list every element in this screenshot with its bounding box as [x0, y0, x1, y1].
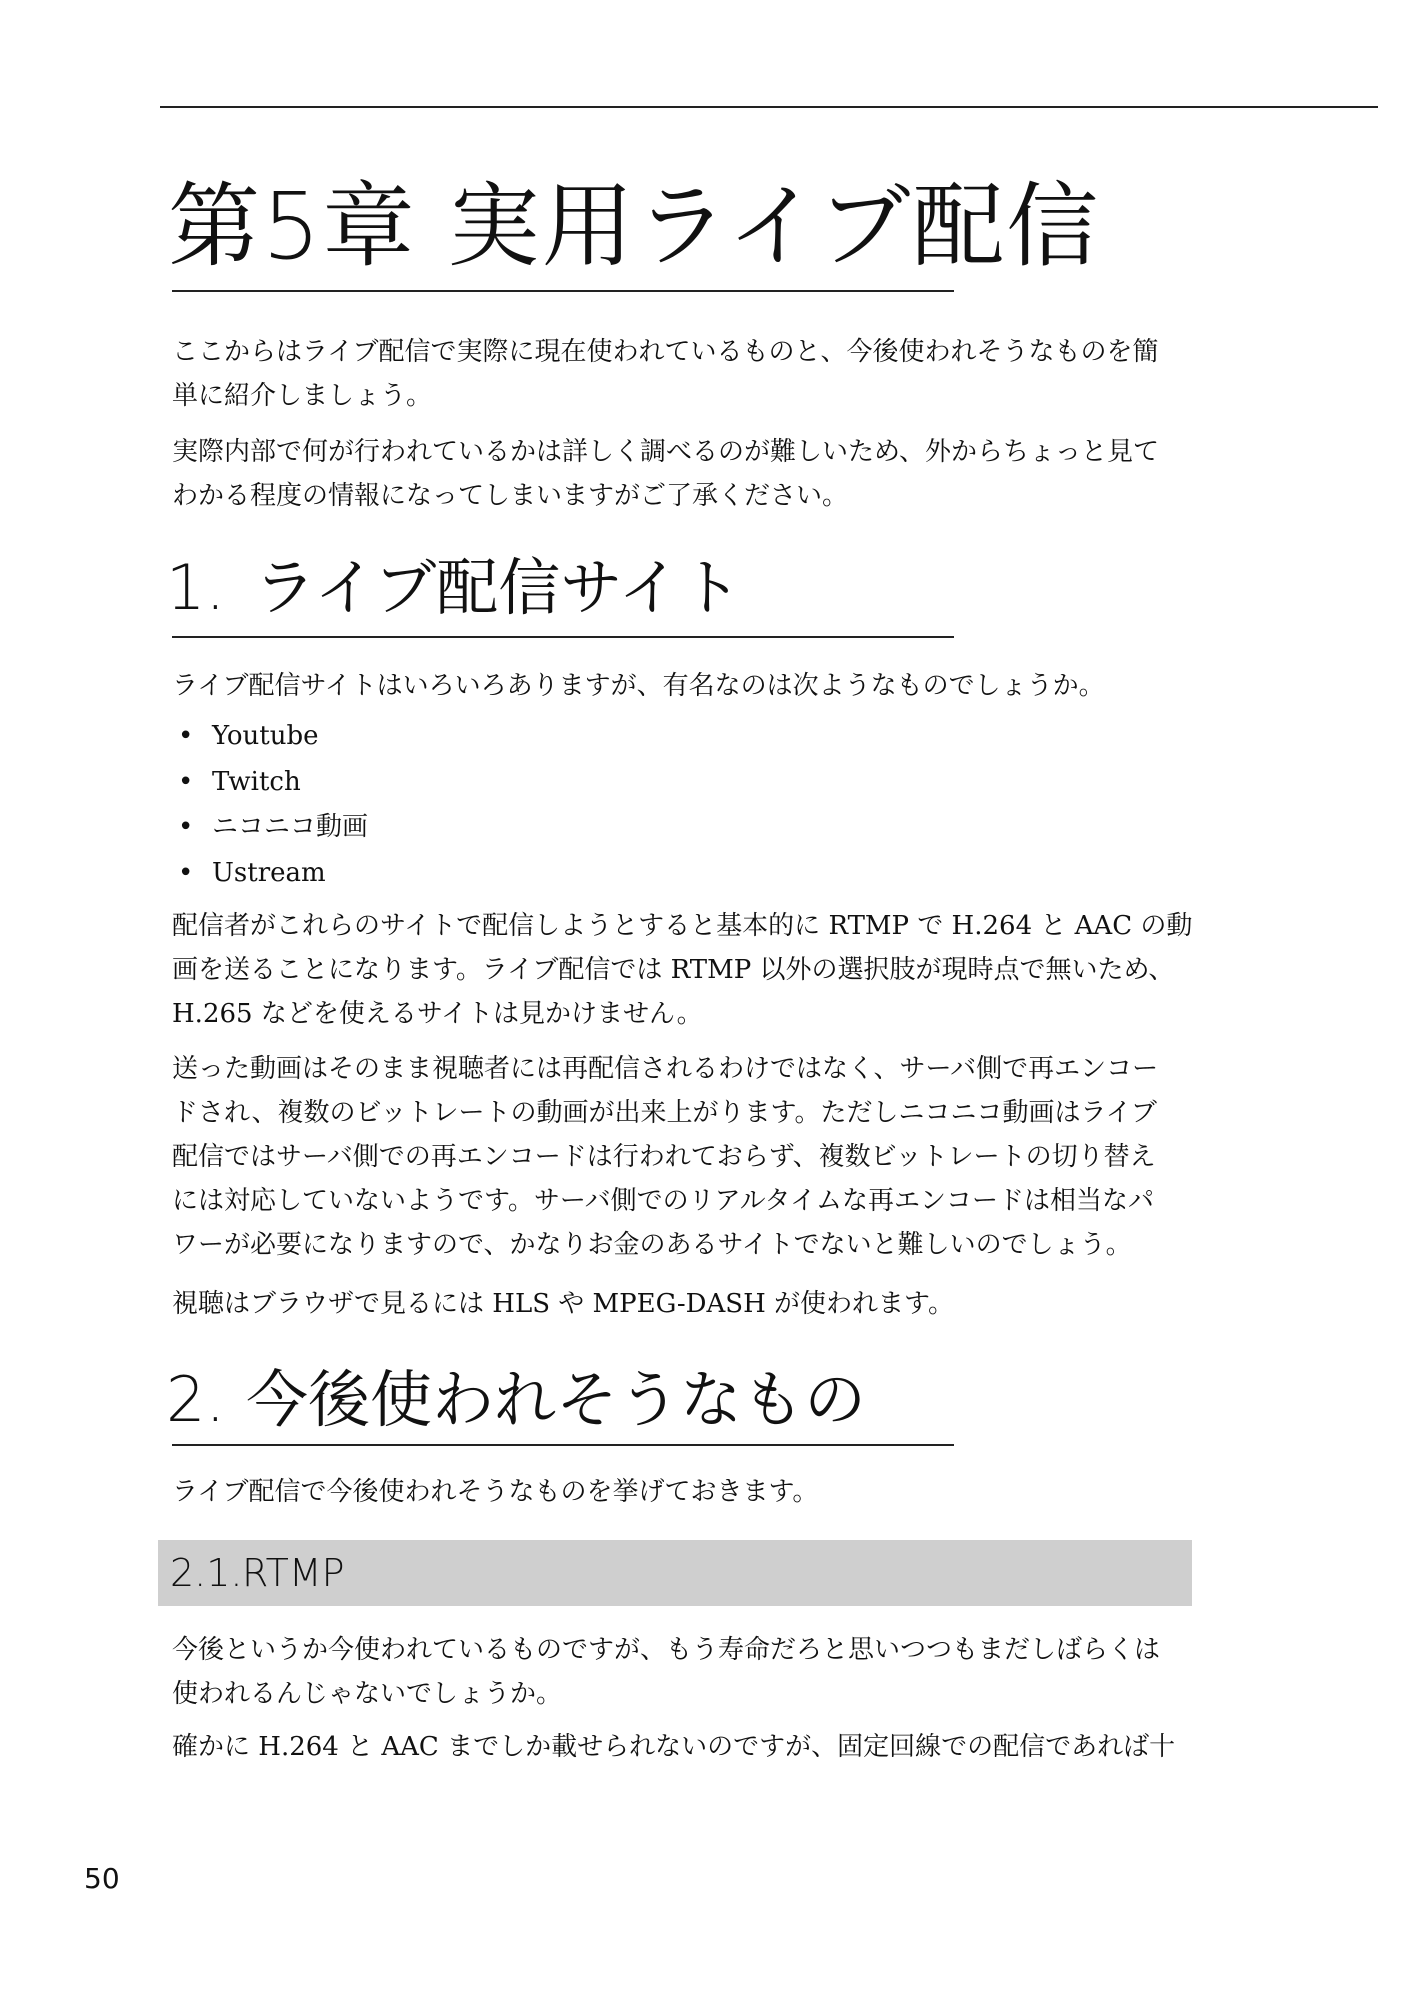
intro-paragraph-1: [172, 330, 1158, 418]
section-1-paragraph-2: [172, 1047, 1158, 1267]
text-line: H.265 などを使えるサイトは見かけません。: [172, 999, 703, 1029]
section-2-lead: [172, 1470, 818, 1514]
list-item-text: ニコニコ動画: [212, 812, 369, 842]
text-line: ライブ配信サイトはいろいろありますが、有名なのは次ようなものでしょうか。: [172, 671, 1105, 701]
text-line: ここからはライブ配信で実際に現在使われているものと、今後使われそうなものを簡: [172, 337, 1159, 367]
subsection-number: 2.1.: [170, 1551, 243, 1595]
text-line: 使われるんじゃないでしょうか。: [172, 1679, 563, 1709]
text-line: 画を送ることになります。ライブ配信では RTMP 以外の選択肢が現時点で無いため、: [172, 955, 1175, 985]
text-line: には対応していないようです。サーバ側でのリアルタイムな再エンコードは相当なパ: [172, 1186, 1155, 1216]
bullet-icon: •: [178, 721, 194, 751]
subsection-heading-box: [158, 1540, 1192, 1606]
list-item: [178, 805, 368, 851]
text-line: ワーが必要になりますので、かなりお金のあるサイトでないと難しいのでしょう。: [172, 1230, 1132, 1260]
intro-paragraph-2: [172, 430, 1159, 518]
section-number: 2.: [166, 1363, 226, 1436]
text-line: 配信ではサーバ側での再エンコードは行われておらず、複数ビットレートの切り替え: [172, 1142, 1156, 1172]
site-list: [178, 714, 368, 896]
section-1-heading: [166, 550, 742, 626]
text-line: 送った動画はそのまま視聴者には再配信されるわけではなく、サーバ側で再エンコー: [172, 1054, 1159, 1084]
chapter-title: 第5章 実用ライブ配信: [168, 173, 1101, 280]
subsection-title: RTMP: [242, 1551, 345, 1595]
bullet-icon: •: [178, 766, 194, 797]
list-item-text: Ustream: [212, 857, 326, 888]
list-item: [178, 714, 368, 760]
list-item-text: Youtube: [212, 721, 319, 751]
page-number: 50: [84, 1862, 120, 1895]
text-line: ドされ、複数のビットレートの動画が出来上がります。ただしニコニコ動画はライブ: [172, 1098, 1157, 1128]
list-item: [178, 851, 368, 897]
section-title: 今後使われそうなもの: [246, 1363, 867, 1436]
text-line: 配信者がこれらのサイトで配信しようとすると基本的に RTMP で H.264 と AAC の動: [172, 911, 1193, 941]
bullet-icon: •: [178, 812, 194, 842]
bullet-icon: •: [178, 857, 194, 888]
section-1-underline: [172, 636, 954, 638]
text-line: 確かに H.264 と AAC までしか載せられないのですが、固定回線での配信であれば十: [172, 1732, 1176, 1762]
section-2-heading: [166, 1362, 866, 1438]
chapter-title-underline: [172, 290, 954, 292]
section-1-lead: [172, 664, 1105, 708]
header-rule: [160, 106, 1378, 108]
text-line: 実際内部で何が行われているかは詳しく調べるのが難しいため、外からちょっと見て: [172, 437, 1159, 467]
section-title: ライブ配信サイト: [254, 551, 742, 624]
text-line: わかる程度の情報になってしまいますがご了承ください。: [172, 481, 849, 511]
text-line: 視聴はブラウザで見るには HLS や MPEG-DASH が使われます。: [172, 1289, 954, 1319]
text-line: 単に紹介しましょう。: [172, 381, 433, 411]
subsection-paragraph-1: [172, 1628, 1160, 1716]
section-number: 1.: [166, 551, 226, 624]
subsection-paragraph-2: [172, 1725, 1175, 1769]
text-line: 今後というか今使われているものですが、もう寿命だろと思いつつもまだしばらくは: [172, 1635, 1161, 1665]
section-2-underline: [172, 1444, 954, 1446]
subsection-heading: [170, 1550, 345, 1596]
list-item: [178, 760, 368, 806]
section-1-paragraph-1: [172, 904, 1192, 1036]
section-1-paragraph-3: [172, 1282, 954, 1326]
list-item-text: Twitch: [212, 766, 301, 797]
text-line: ライブ配信で今後使われそうなものを挙げておきます。: [172, 1477, 819, 1507]
